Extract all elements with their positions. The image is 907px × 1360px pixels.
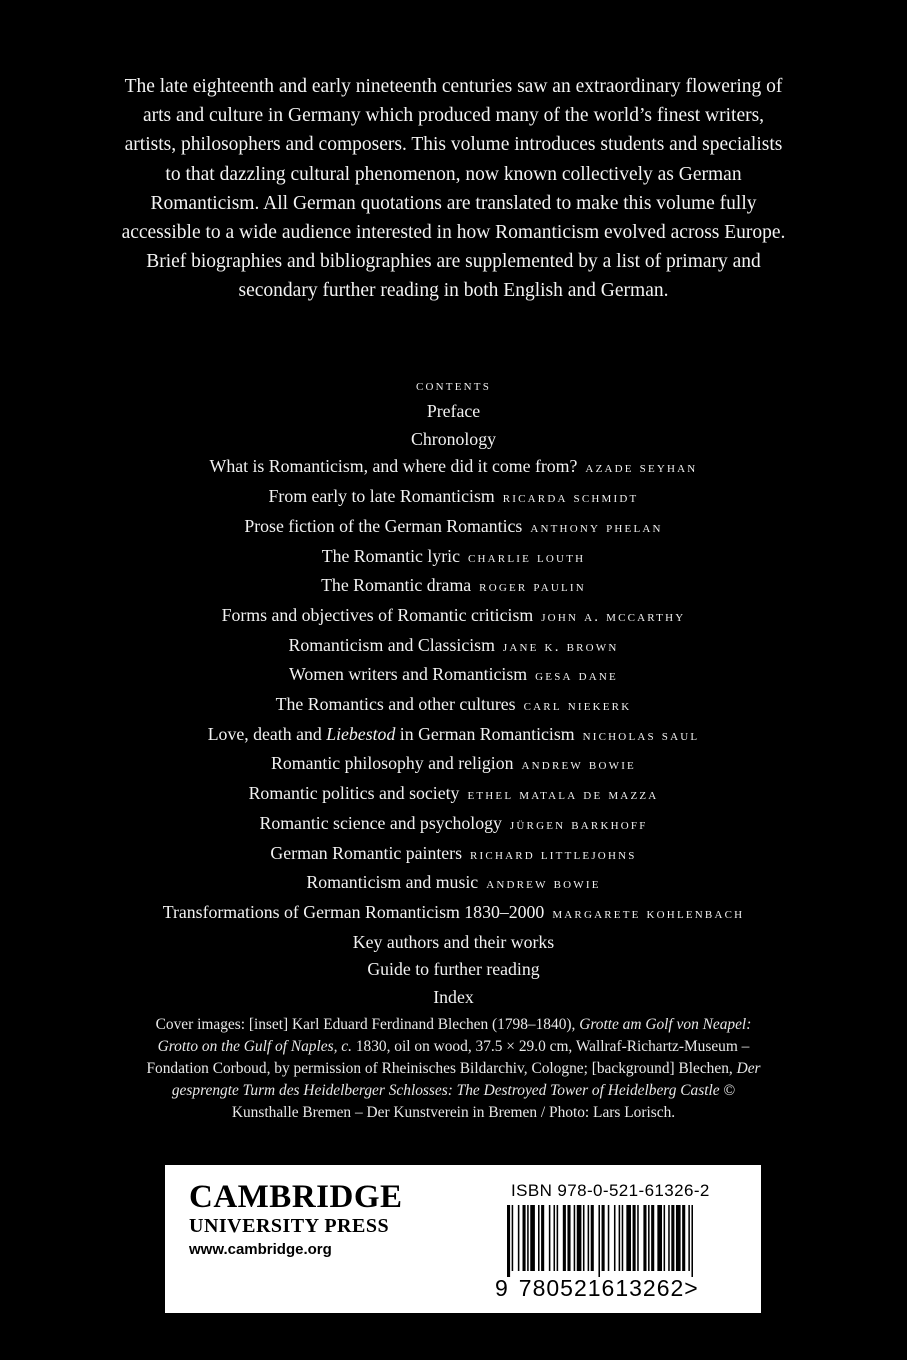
contents-item-title: The Romantics and other cultures <box>275 694 516 715</box>
contents-item <box>0 929 907 957</box>
contents-item-title: The Romantic drama <box>321 575 472 596</box>
credits-italic-2: Der gesprengte Turm des Heidelberger Schlosses: The Destroyed Tower of Heidelberg Castle <box>171 1060 761 1100</box>
contents-item-title: Preface <box>426 401 481 421</box>
contents-item <box>0 426 907 454</box>
contents-item <box>0 984 907 1012</box>
contents-item-title: Index <box>433 987 474 1008</box>
contents-item <box>0 513 907 543</box>
contents-item-author: ethel matala de mazza <box>467 787 659 804</box>
contents-item-title: Romanticism and music <box>306 872 479 893</box>
contents-item <box>0 691 907 721</box>
contents-item-author: anthony phelan <box>530 519 663 536</box>
barcode-number: 780521613262 <box>518 1275 685 1301</box>
contents-item-title: From early to late Romanticism <box>268 486 495 507</box>
cover-credits <box>140 1014 767 1124</box>
contents-item-title: Love, death and <box>207 723 327 744</box>
contents-item <box>0 543 907 573</box>
contents-item-author: gesa dane <box>535 668 618 685</box>
publisher-barcode-panel <box>165 1165 761 1313</box>
contents-item-title: Transformations of German Romanticism 1830–2000 <box>162 901 545 922</box>
contents-item-title: Key authors and their works <box>352 931 555 952</box>
contents-item <box>0 840 907 870</box>
contents-item <box>0 899 907 929</box>
publisher-name: CAMBRIDGE <box>189 1179 403 1215</box>
contents-item-title: Forms and objectives of Romantic criticism <box>221 604 534 625</box>
contents-item-title: Romantic philosophy and religion <box>271 753 514 774</box>
description-blurb: The late eighteenth and early nineteenth centuries saw an extraordinary flowering of arts and culture in Germany which produced many of the world’s finest writers, artists, philosophers and composers. This volume introduces students and specialists to that dazzling cultural phenomenon, now known collectively as German Romanticism. All German quotations are translated to make this volume fully accessible to a wide audience interested in how Romanticism evolved across Europe. Brief biographies and bibliographies are supplemented by a list of primary and secondary further reading in both English and German. <box>121 76 786 302</box>
contents-item <box>0 453 907 483</box>
publisher-logo <box>189 1179 403 1263</box>
contents-section <box>0 376 907 1012</box>
publisher-subtitle: UNIVERSITY PRESS <box>189 1215 390 1237</box>
contents-item-title-italic: Liebestod <box>326 723 396 744</box>
contents-item-title: Romanticism and Classicism <box>288 634 495 655</box>
contents-item-author: richard littlejohns <box>470 846 637 863</box>
contents-item-title: What is Romanticism, and where did it come from? <box>209 456 578 477</box>
contents-item-title: The Romantic lyric <box>321 545 460 566</box>
credits-text-1: Cover images: [inset] Karl Eduard Ferdinand Blechen (1798–1840), <box>155 1016 580 1033</box>
contents-item-author: azade seyhan <box>585 460 698 477</box>
contents-item-title: in German Romanticism <box>395 723 575 744</box>
contents-item <box>0 869 907 899</box>
contents-item-author: roger paulin <box>479 579 586 596</box>
contents-item-author: jane k. brown <box>502 638 619 655</box>
contents-item <box>0 721 907 751</box>
contents-item-author: charlie louth <box>467 549 586 566</box>
credits-text-3: © Kunsthalle Bremen – Der Kunstverein in Bremen / Photo: Lars Lorisch. <box>231 1082 736 1122</box>
contents-item <box>0 956 907 984</box>
contents-item-author: margarete kohlenbach <box>552 905 745 922</box>
barcode-icon <box>507 1205 735 1277</box>
contents-item-author: andrew bowie <box>521 757 636 774</box>
contents-item <box>0 780 907 810</box>
credits-italic-1: Grotte am Golf von Neapel: Grotto on the Gulf of Naples, c. <box>157 1016 752 1056</box>
contents-item <box>0 398 907 426</box>
publisher-url: www.cambridge.org <box>189 1241 332 1258</box>
contents-item-title: German Romantic painters <box>270 842 463 863</box>
contents-item-title: Romantic politics and society <box>248 783 460 804</box>
isbn-label: ISBN 978-0-521-61326-2 <box>511 1181 710 1200</box>
contents-item-title: Chronology <box>411 428 496 449</box>
contents-item-author: andrew bowie <box>486 876 601 893</box>
contents-item <box>0 661 907 691</box>
barcode-first-digit: 9 <box>495 1275 509 1301</box>
contents-item-author: nicholas saul <box>582 727 700 744</box>
barcode-digits <box>495 1275 699 1301</box>
contents-item <box>0 602 907 632</box>
contents-heading: CONTENTS <box>415 381 492 393</box>
contents-item-title: Prose fiction of the German Romantics <box>244 515 523 536</box>
contents-item-author: carl niekerk <box>523 698 632 715</box>
contents-item <box>0 810 907 840</box>
contents-item-author: ricarda schmidt <box>502 490 639 507</box>
barcode-arrow: > <box>684 1275 699 1301</box>
contents-item-author: john a. mccarthy <box>541 608 686 625</box>
contents-item-author: jürgen barkhoff <box>509 816 648 833</box>
contents-item <box>0 572 907 602</box>
contents-item <box>0 750 907 780</box>
contents-list <box>0 398 907 1012</box>
contents-item-title: Women writers and Romanticism <box>289 664 528 685</box>
contents-item <box>0 483 907 513</box>
contents-item-title: Guide to further reading <box>367 959 540 980</box>
credits-text-2: 1830, oil on wood, 37.5 × 29.0 cm, Wallraf-Richartz-Museum – Fondation Corboud, by permission of Rheinisches Bildarchiv, Cologne; [background] Blechen, <box>146 1038 750 1078</box>
contents-item <box>0 632 907 662</box>
contents-item-title: Romantic science and psychology <box>259 812 502 833</box>
